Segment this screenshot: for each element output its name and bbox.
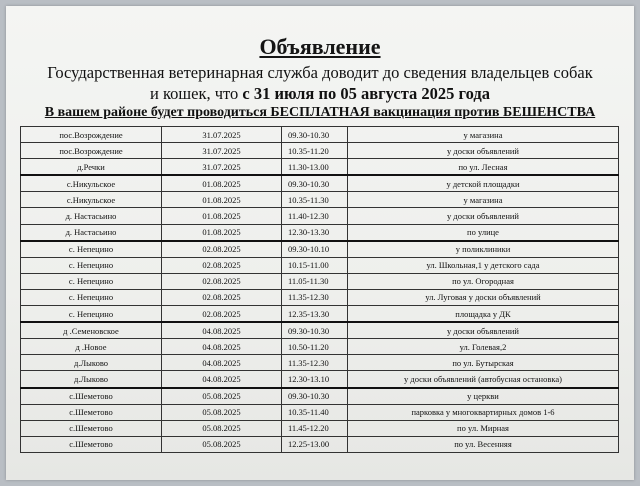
cell-location: ул. Голевая,2 xyxy=(348,339,619,355)
table-row xyxy=(21,143,619,159)
table-row xyxy=(21,208,619,224)
cell-location: у магазина xyxy=(348,127,619,143)
cell-location: парковка у многоквартирных домов 1-6 xyxy=(348,404,619,420)
subtitle-line-2-prefix: и кошек, что xyxy=(150,84,243,103)
table-row xyxy=(21,306,619,323)
table-row xyxy=(21,436,619,452)
table-row xyxy=(21,404,619,420)
cell-place: с. Непецино xyxy=(21,289,162,305)
cell-date: 04.08.2025 xyxy=(162,339,282,355)
cell-place: пос.Возрождение xyxy=(21,127,162,143)
cell-time: 11.30-13.00 xyxy=(282,159,348,176)
cell-place: д.Лыково xyxy=(21,355,162,371)
notice-subtitle xyxy=(16,62,624,104)
cell-date: 02.08.2025 xyxy=(162,289,282,305)
table-row xyxy=(21,175,619,192)
cell-time: 12.30-13.30 xyxy=(282,224,348,241)
table-row xyxy=(21,371,619,388)
cell-place: с.Никульское xyxy=(21,192,162,208)
schedule-table xyxy=(20,126,619,453)
cell-location: у магазина xyxy=(348,192,619,208)
cell-time: 11.35-12.30 xyxy=(282,355,348,371)
cell-time: 11.05-11.30 xyxy=(282,273,348,289)
cell-time: 10.15-11.00 xyxy=(282,257,348,273)
cell-date: 31.07.2025 xyxy=(162,127,282,143)
cell-location: у поликлиники xyxy=(348,241,619,258)
cell-date: 02.08.2025 xyxy=(162,306,282,323)
table-row xyxy=(21,241,619,258)
cell-location: по улице xyxy=(348,224,619,241)
cell-date: 02.08.2025 xyxy=(162,257,282,273)
table-row xyxy=(21,192,619,208)
table-row xyxy=(21,257,619,273)
cell-time: 09.30-10.30 xyxy=(282,127,348,143)
cell-date: 05.08.2025 xyxy=(162,420,282,436)
cell-date: 04.08.2025 xyxy=(162,355,282,371)
cell-location: по ул. Весенняя xyxy=(348,436,619,452)
table-row xyxy=(21,339,619,355)
cell-location: у детской площадки xyxy=(348,175,619,192)
table-row xyxy=(21,322,619,339)
cell-date: 04.08.2025 xyxy=(162,371,282,388)
cell-place: с.Шеметово xyxy=(21,420,162,436)
vaccination-headline: В вашем районе будет проводиться БЕСПЛАТНАЯ вакцинация против БЕШЕНСТВА xyxy=(44,105,596,120)
cell-date: 05.08.2025 xyxy=(162,404,282,420)
cell-place: с. Непецино xyxy=(21,273,162,289)
cell-place: д. Настасьино xyxy=(21,224,162,241)
cell-time: 09.30-10.30 xyxy=(282,388,348,405)
cell-date: 01.08.2025 xyxy=(162,175,282,192)
cell-time: 11.45-12.20 xyxy=(282,420,348,436)
cell-place: д .Новое xyxy=(21,339,162,355)
cell-date: 01.08.2025 xyxy=(162,224,282,241)
cell-time: 12.35-13.30 xyxy=(282,306,348,323)
cell-date: 05.08.2025 xyxy=(162,388,282,405)
cell-place: д. Настасьино xyxy=(21,208,162,224)
table-row xyxy=(21,127,619,143)
cell-place: с.Никульское xyxy=(21,175,162,192)
table-row xyxy=(21,273,619,289)
cell-time: 10.50-11.20 xyxy=(282,339,348,355)
cell-place: с.Шеметово xyxy=(21,388,162,405)
cell-place: д .Семеновское xyxy=(21,322,162,339)
cell-location: по ул. Огородная xyxy=(348,273,619,289)
cell-place: с.Шеметово xyxy=(21,436,162,452)
cell-time: 09.30-10.30 xyxy=(282,175,348,192)
cell-location: по ул. Бутырская xyxy=(348,355,619,371)
cell-location: у доски объявлений xyxy=(348,322,619,339)
subtitle-line-1: Государственная ветеринарная служба доводит до сведения владельцев собак xyxy=(47,63,593,82)
cell-location: у доски объявлений (автобусная остановка) xyxy=(348,371,619,388)
cell-time: 10.35-11.20 xyxy=(282,143,348,159)
cell-time: 10.35-11.40 xyxy=(282,404,348,420)
cell-date: 02.08.2025 xyxy=(162,241,282,258)
cell-location: у доски объявлений xyxy=(348,143,619,159)
cell-time: 09.30-10.10 xyxy=(282,241,348,258)
cell-date: 01.08.2025 xyxy=(162,192,282,208)
cell-date: 05.08.2025 xyxy=(162,436,282,452)
cell-location: у церкви xyxy=(348,388,619,405)
table-row xyxy=(21,159,619,176)
cell-time: 12.25-13.00 xyxy=(282,436,348,452)
cell-location: по ул. Мирная xyxy=(348,420,619,436)
cell-place: пос.Возрождение xyxy=(21,143,162,159)
cell-date: 31.07.2025 xyxy=(162,143,282,159)
cell-place: д.Речки xyxy=(21,159,162,176)
cell-location: по ул. Лесная xyxy=(348,159,619,176)
table-row xyxy=(21,355,619,371)
table-row xyxy=(21,420,619,436)
cell-place: с.Шеметово xyxy=(21,404,162,420)
cell-time: 10.35-11.30 xyxy=(282,192,348,208)
cell-location: ул. Школьная,1 у детского сада xyxy=(348,257,619,273)
cell-location: у доски объявлений xyxy=(348,208,619,224)
cell-date: 04.08.2025 xyxy=(162,322,282,339)
cell-date: 31.07.2025 xyxy=(162,159,282,176)
table-row xyxy=(21,289,619,305)
cell-time: 12.30-13.10 xyxy=(282,371,348,388)
cell-location: площадка у ДК xyxy=(348,306,619,323)
cell-time: 11.35-12.30 xyxy=(282,289,348,305)
cell-location: ул. Луговая у доски объявлений xyxy=(348,289,619,305)
cell-date: 01.08.2025 xyxy=(162,208,282,224)
schedule-body xyxy=(21,127,619,453)
table-row xyxy=(21,388,619,405)
cell-place: с. Непецино xyxy=(21,257,162,273)
cell-place: с. Непецино xyxy=(21,241,162,258)
date-range: с 31 июля по 05 августа 2025 года xyxy=(242,84,490,103)
cell-date: 02.08.2025 xyxy=(162,273,282,289)
cell-place: с. Непецино xyxy=(21,306,162,323)
notice-title: Объявление xyxy=(259,34,381,59)
notice-sheet xyxy=(6,6,634,480)
cell-time: 11.40-12.30 xyxy=(282,208,348,224)
cell-place: д.Лыково xyxy=(21,371,162,388)
table-row xyxy=(21,224,619,241)
cell-time: 09.30-10.30 xyxy=(282,322,348,339)
